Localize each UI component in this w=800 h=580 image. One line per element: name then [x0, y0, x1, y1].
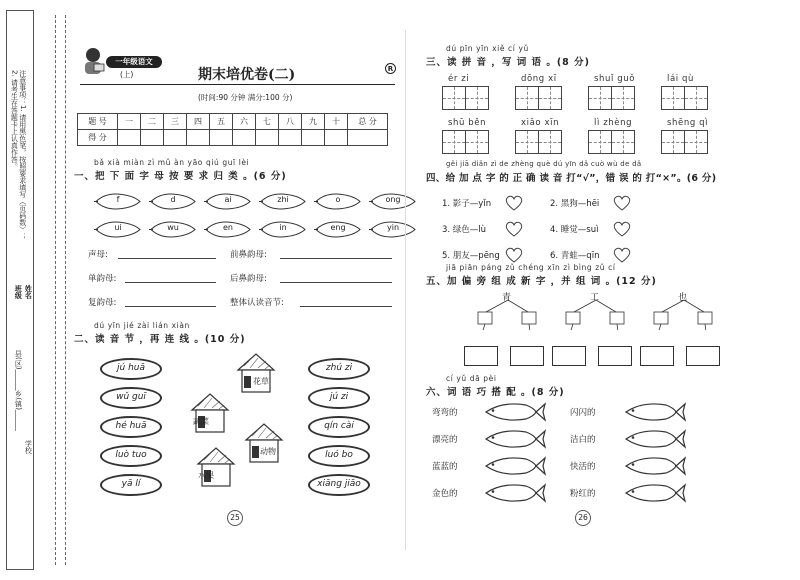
zhengti-label: 整体认读音节: — [230, 298, 284, 308]
score-header-cell: 七 — [256, 114, 279, 130]
syllable-oval[interactable] — [308, 474, 370, 496]
reading-item: 5. 朋友—pēng — [442, 251, 500, 261]
syllable-oval[interactable] — [308, 416, 370, 438]
leaf-label: eng — [330, 223, 346, 232]
leaf-card[interactable] — [369, 221, 417, 238]
q3-title: 三、读 拼 音 ，写 词 语 。(8 分) — [426, 57, 590, 68]
score-header-cell: 三 — [164, 114, 187, 130]
score-header-cell: 二 — [141, 114, 164, 130]
q5-pinyin: jiā piān páng zǔ chéng xīn zì bìng zǔ cí — [446, 263, 616, 272]
page-number-left: 25 — [227, 510, 243, 526]
left-page — [70, 0, 400, 580]
score-cell[interactable] — [210, 130, 233, 146]
word-pinyin: shēng qì — [667, 118, 709, 128]
fuyun-label: 复韵母: — [88, 298, 117, 308]
reading-item: 6. 青蛙—qīn — [550, 251, 600, 261]
house-animals-label: 动物 — [260, 447, 276, 456]
word-pinyin: lái qù — [667, 74, 695, 84]
syllable-text: jú huā — [117, 363, 145, 373]
syllable-text: wǔ guī — [116, 392, 146, 402]
heart-answer-box[interactable] — [504, 246, 524, 264]
right-page — [420, 0, 800, 580]
syllable-text: xiāng jiāo — [317, 479, 361, 489]
leaf-label: zhi — [277, 195, 289, 204]
q4-title: 四、给 加 点 字 的 正 确 读 音 打“√”，错 误 的 打“×”。(6 分) — [426, 173, 717, 184]
page-title: 期末培优卷(二) — [198, 67, 296, 83]
leaf-card[interactable] — [259, 221, 307, 238]
fish-answer-box[interactable] — [622, 456, 686, 479]
base-char: 青 — [502, 293, 512, 303]
fuyun-answer-line[interactable] — [125, 306, 216, 307]
leaf-label: ai — [224, 195, 232, 204]
match-word: 弯弯的 — [432, 408, 458, 418]
leaf-label: in — [279, 223, 287, 232]
school-label: 学校 — [24, 440, 33, 454]
house-animals[interactable] — [242, 422, 286, 467]
word-answer-box[interactable] — [598, 346, 632, 366]
match-word: 闪闪的 — [570, 408, 596, 418]
leaf-label: en — [223, 223, 233, 232]
leaf-card[interactable] — [149, 193, 197, 210]
zhengti-answer-line[interactable] — [300, 306, 392, 307]
q3-pinyin: dú pīn yīn xiě cí yǔ — [446, 44, 529, 53]
q2-title: 二、读 音 节 ，再 连 线 。(10 分) — [74, 334, 246, 345]
leaf-label: ong — [385, 195, 401, 204]
q2-pinyin: dú yīn jié zài lián xiàn — [94, 321, 190, 330]
danyun-answer-line[interactable] — [125, 282, 216, 283]
match-word: 漂亮的 — [432, 435, 458, 445]
word-answer-box[interactable] — [640, 346, 674, 366]
leaf-card[interactable] — [369, 193, 417, 210]
writing-grid[interactable] — [661, 86, 708, 113]
score-cell[interactable] — [118, 130, 141, 146]
score-cell[interactable] — [279, 130, 302, 146]
score-row-label: 得 分 — [78, 130, 118, 146]
score-cell[interactable] — [233, 130, 256, 146]
score-cell[interactable] — [348, 130, 388, 146]
syllable-oval[interactable] — [100, 416, 162, 438]
qianbi-label: 前鼻韵母: — [230, 250, 267, 260]
leaf-card[interactable] — [204, 193, 252, 210]
shengmu-answer-line[interactable] — [118, 258, 216, 259]
fish-answer-box[interactable] — [622, 402, 686, 425]
house-flowers-label: 花草 — [253, 377, 269, 386]
writing-grid[interactable] — [588, 130, 635, 157]
fish-answer-box[interactable] — [482, 456, 546, 479]
q1-pinyin: bǎ xià miàn zì mǔ àn yāo qiú guī lèi — [94, 158, 250, 167]
score-cell[interactable] — [187, 130, 210, 146]
binding-margin — [0, 0, 70, 580]
score-header-cell: 一 — [118, 114, 141, 130]
heart-answer-box[interactable] — [612, 220, 632, 238]
leaf-card[interactable] — [204, 221, 252, 238]
score-cell[interactable] — [302, 130, 325, 146]
leaf-label: o — [335, 195, 341, 204]
fish-answer-box[interactable] — [482, 483, 546, 506]
class-label: 班级 — [14, 285, 23, 299]
reading-item: 1. 影子—yǐn — [442, 199, 492, 209]
syllable-text: zhú zi — [325, 363, 353, 373]
house-vegetables[interactable] — [188, 392, 232, 437]
score-cell[interactable] — [164, 130, 187, 146]
score-header-cell: 四 — [187, 114, 210, 130]
syllable-oval[interactable] — [308, 387, 370, 409]
leaf-card[interactable] — [314, 221, 362, 238]
syllable-text: yā lí — [121, 479, 141, 489]
base-char: 工 — [590, 293, 600, 303]
q6-title: 六、词 语 巧 搭 配 。(8 分) — [426, 387, 565, 398]
shengmu-label: 声母: — [88, 250, 108, 260]
score-header-cell: 九 — [302, 114, 325, 130]
q1-title: 一、把 下 面 字 母 按 要 求 归 类 。(6 分) — [74, 171, 287, 182]
time-info: (时间:90 分钟 满分:100 分) — [198, 93, 293, 102]
word-pinyin: xiǎo xīn — [521, 118, 560, 128]
match-word: 快活的 — [570, 462, 596, 472]
house-fruits[interactable] — [194, 446, 238, 491]
grade-badge: 一年级语文 — [106, 56, 162, 68]
score-header-cell: 总 分 — [348, 114, 388, 130]
cut-line — [55, 15, 56, 565]
match-word: 蓝蓝的 — [432, 462, 458, 472]
writing-grid[interactable] — [442, 86, 489, 113]
syllable-oval[interactable] — [100, 387, 162, 409]
score-cell[interactable] — [325, 130, 348, 146]
syllable-oval[interactable] — [100, 474, 162, 496]
page-number-right: 26 — [575, 510, 591, 526]
writing-grid[interactable] — [515, 86, 562, 113]
header-rule — [80, 84, 395, 85]
score-cell[interactable] — [256, 130, 279, 146]
heart-answer-box[interactable] — [504, 220, 524, 238]
fish-answer-box[interactable] — [622, 483, 686, 506]
match-word: 洁白的 — [570, 435, 596, 445]
q5-title: 五、加 偏 旁 组 成 新 字 ，并 组 词 。(12 分) — [426, 276, 657, 287]
score-header-cell: 六 — [233, 114, 256, 130]
qianbi-answer-line[interactable] — [280, 258, 392, 259]
match-word: 金色的 — [432, 489, 458, 499]
q4-pinyin: gěi jiā diǎn zì de zhèng què dú yīn dǎ cuò wù de dǎ — [446, 160, 642, 168]
match-word: 粉红的 — [570, 489, 596, 499]
danyun-label: 单韵母: — [88, 274, 117, 284]
registered-mark: R — [385, 63, 396, 74]
seal-line — [65, 15, 66, 565]
margin-notes: 注意事项：1. 请用黑色笔，按照要求填写（页码数）；2. 请考生在答题卡上认真作答。 — [10, 70, 27, 240]
syllable-text: luò tuo — [115, 450, 147, 460]
heart-answer-box[interactable] — [612, 246, 632, 264]
leaf-card[interactable] — [259, 193, 307, 210]
center-fold — [405, 30, 406, 550]
fish-answer-box[interactable] — [482, 402, 546, 425]
word-pinyin: shuǐ guǒ — [594, 74, 636, 84]
syllable-oval[interactable] — [100, 445, 162, 467]
leaf-card[interactable] — [94, 221, 142, 238]
fish-answer-box[interactable] — [622, 429, 686, 452]
leaf-label: yin — [386, 223, 400, 232]
score-header-cell: 八 — [279, 114, 302, 130]
word-pinyin: lì zhèng — [594, 118, 633, 128]
syllable-oval[interactable] — [100, 358, 162, 380]
fish-answer-box[interactable] — [482, 429, 546, 452]
house-flowers[interactable] — [234, 352, 278, 397]
name-label: 姓名 — [24, 285, 33, 299]
syllable-text: hé huā — [115, 421, 147, 431]
writing-grid[interactable] — [661, 130, 708, 157]
word-answer-box[interactable] — [552, 346, 586, 366]
grade-badge-sub: (上) — [120, 70, 134, 79]
reading-item: 4. 睡觉—suì — [550, 225, 599, 235]
word-answer-box[interactable] — [464, 346, 498, 366]
syllable-oval[interactable] — [308, 445, 370, 467]
score-table — [77, 113, 388, 146]
houbi-answer-line[interactable] — [280, 282, 392, 283]
score-header-cell: 五 — [210, 114, 233, 130]
leaf-card[interactable] — [314, 193, 362, 210]
word-pinyin: shū běn — [448, 118, 487, 128]
word-pinyin: ér zi — [448, 74, 470, 84]
leaf-card[interactable] — [149, 221, 197, 238]
leaf-label: wu — [167, 223, 179, 232]
q6-pinyin: cí yǔ dā pèi — [446, 374, 497, 383]
house-vegetables-label: 蔬菜 — [193, 417, 209, 426]
writing-grid[interactable] — [515, 130, 562, 157]
heart-answer-box[interactable] — [504, 194, 524, 212]
district-label: 县(区)______乡(镇)______ — [14, 350, 23, 431]
syllable-text: jú zi — [329, 392, 349, 402]
house-fruits-label: 水果 — [198, 471, 214, 480]
syllable-oval[interactable] — [308, 358, 370, 380]
word-answer-box[interactable] — [686, 346, 720, 366]
leaf-card[interactable] — [94, 193, 142, 210]
writing-grid[interactable] — [588, 86, 635, 113]
writing-grid[interactable] — [442, 130, 489, 157]
reading-item: 3. 绿色—lù — [442, 225, 487, 235]
word-answer-box[interactable] — [510, 346, 544, 366]
syllable-text: luó bo — [325, 450, 353, 460]
word-pinyin: dōng xī — [521, 74, 557, 84]
heart-answer-box[interactable] — [612, 194, 632, 212]
leaf-label: f — [116, 195, 120, 204]
houbi-label: 后鼻韵母: — [230, 274, 267, 284]
score-cell[interactable] — [141, 130, 164, 146]
mascot-icon — [80, 46, 106, 79]
syllable-text: qín cài — [324, 421, 354, 431]
leaf-label: d — [170, 195, 176, 204]
leaf-label: ui — [114, 223, 122, 232]
reading-item: 2. 黑狗—hēi — [550, 199, 600, 209]
base-char: 也 — [678, 293, 688, 303]
score-header-cell: 十 — [325, 114, 348, 130]
score-header-cell: 题 号 — [78, 114, 118, 130]
